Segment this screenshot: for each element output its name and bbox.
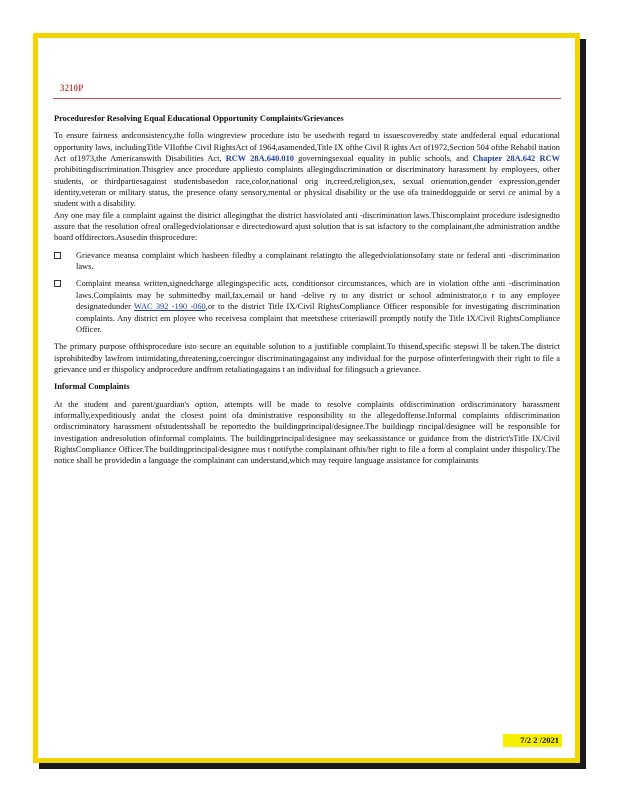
intro-text-b: governingsexual equality in public schools, and [298, 154, 469, 164]
document-code: 3210P [60, 83, 84, 93]
anyone-paragraph: Any one may file a complaint against the district allegingthat the district hasviolated anti -discrimination laws.Thiscomplaint procedure isdesignedto assure that the resolution ofreal orallegedviolationsar e directedtoward ajust solution that is sat isfactory to the complainant,the administration andthe board offdirectors.Asusedin thisprocedure: [54, 210, 560, 243]
complaint-text-b: ,or to the district Title IX/Civil RightsCompliance Officer responsible for investigating discrimination complaints. Any district em ployee who receivesa complaint that meetsthese criteriawill promptly notify the Title IX/Civil RightsCompliance Officer. [76, 302, 560, 334]
intro-text-a: To ensure fairness andconsistency,the follo wingreview procedure isto be usedwith regard to issuescoveredby state andfederal equal educational opportunity laws, includingTitle VIIofthe Civil RightsAct of 1964,asamended,Title IX ofthe Civil R ights Act of1972,Section 504 ofthe Rehabil itation Act of1973,the Americanswith Disabilities Act, [54, 131, 560, 164]
document-title: Proceduresfor Resolving Equal Educational Opportunity Complaints/Grievances [54, 114, 344, 123]
bullet-icon [54, 252, 61, 259]
informal-complaints-heading: Informal Complaints [54, 382, 130, 392]
document-body [54, 113, 560, 467]
rcw-link-2[interactable]: Chapter 28A.642 RCW [472, 154, 561, 164]
informal-paragraph: At the student and parent/guardian's option, attempts will be made to resolve complaints ofdiscrimination ordiscriminatory harassment informally,expeditiously andat the closest point ofa dministrative responsibility to the allegedoffense.Informal complaints ofdiscrimination ordiscriminatory harassment ofstudentsshall be reportedto the buildingprincipal/designee.The buildingp rincipal/designee will be responsible for investigation andresolution ofinformal complaints. The buildingprincipal/designee may seekassistance or guidance from the district'sTitle IX/Civil RightsCompliance Officer.The buildingprincipal/designee mus t notifythe complainant ofhis/her right to file a form al complaint under thispolicy.The notice shall be providedin a language the complainant can understand,which may require language assistance for complainants [54, 399, 560, 466]
grievance-text: Grievance meansa complaint which hasbeen filedby a complainant relatingto the allegedviolationsofany state or federal anti -discrimination laws. [76, 250, 560, 272]
wac-link[interactable]: WAC 392 -190 -060 [134, 302, 206, 312]
definition-grievance [54, 250, 560, 273]
header-rule [53, 98, 561, 99]
definition-complaint [54, 278, 560, 335]
bullet-icon [54, 280, 61, 287]
rcw-link-1[interactable]: RCW 28A.640.010 [225, 154, 294, 164]
intro-text-c: prohibitingdiscrimination.Thisgriev ance procedure appliesto complaints allegingdiscrimination or discriminatory harassment by employees, other students, or thirdpartiesagainst studentsbasedon race,color,national orig in,creed,religion,sex, sexual orientation,gender expression,gender identity,veteran or military status, the presence ofany sensory,mental or physical disability or the use ofa traineddogguide or servi ce animal by a student with a disability. [54, 165, 560, 209]
purpose-paragraph: The primary purpose ofthisprocedure isto secure an equitable solution to a justifiable complaint.To thisend,specific stepswi ll be taken.The district isprohibitedby lawfrom intimidating,threatening,coercingor discriminatingagainst any individual for the purpose ofinterferingwith their right to file a grievance und er thispolicy andprocedure andfrom retaliatingagains t an individual for filingsuch a grievance. [54, 342, 560, 374]
revision-date: 7/2 2 /2021 [503, 734, 562, 747]
complaint-text-a: Complaint meansa written,signedcharge allegingspecific acts, conditionsor circumstances, which are in violation ofthe anti -discrimination laws.Complaints may be submittedby mail,fax,email or hand -delive ry to any district or school administrator,o r to any employee designatedunder [76, 279, 560, 312]
definitions-list [54, 250, 560, 335]
intro-paragraph [54, 130, 560, 209]
